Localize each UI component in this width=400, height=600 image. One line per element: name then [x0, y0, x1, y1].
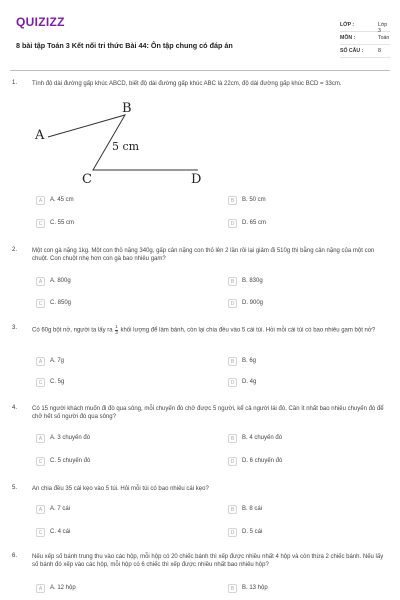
option-text: A. 7g	[50, 358, 65, 364]
option-text: D. 900g	[242, 300, 264, 306]
option-text: C. 5 chuyến đò	[50, 458, 91, 464]
question-text-after: khối lượng để làm bánh, còn lại chia đều vào 5 cái túi. Hỏi mỗi cái túi có bao nhiêu gam bột nở?	[120, 327, 376, 334]
option-d[interactable]	[228, 299, 388, 310]
option-b[interactable]	[228, 277, 388, 288]
question-text	[32, 325, 388, 335]
option-a[interactable]	[36, 357, 196, 368]
option-letter-box: D	[228, 219, 237, 228]
option-letter-box: B	[228, 584, 237, 593]
option-text: B. 8 cái	[242, 506, 263, 512]
option-c[interactable]	[36, 457, 196, 468]
option-text: A. 7 cái	[50, 506, 71, 512]
option-d[interactable]	[228, 219, 388, 230]
option-d[interactable]	[228, 378, 388, 389]
question-2	[10, 247, 390, 317]
question-text-before: Có 60g bột nở, người ta lấy ra	[32, 327, 113, 334]
option-text: A. 3 chuyến đò	[50, 435, 91, 441]
meta-key: MÔN :	[340, 35, 356, 41]
label-b: B	[122, 101, 132, 116]
option-letter-box: D	[228, 299, 237, 308]
question-number: 4.	[12, 405, 18, 411]
question-5	[10, 485, 390, 545]
option-letter-box: A	[36, 434, 45, 443]
option-text: B. 13 hộp	[242, 585, 268, 591]
label-a: A	[35, 128, 45, 143]
meta-table	[340, 19, 390, 58]
question-number: 6.	[12, 553, 18, 559]
meta-value: Lớp 3	[378, 22, 388, 34]
option-text: B. 50 cm	[242, 197, 266, 203]
page-title: 8 bài tập Toán 3 Kết nối tri thức Bài 44: Ôn tập chung có đáp án	[16, 41, 233, 50]
option-d[interactable]	[228, 528, 388, 539]
option-b[interactable]	[228, 196, 388, 207]
option-b[interactable]	[228, 584, 388, 595]
option-a[interactable]	[36, 505, 196, 516]
fraction-denominator: 3	[115, 329, 118, 335]
option-c[interactable]	[36, 378, 196, 389]
option-a[interactable]	[36, 434, 196, 445]
option-letter-box: C	[36, 219, 45, 228]
option-b[interactable]	[228, 357, 388, 368]
fraction-one-third	[115, 325, 118, 335]
option-letter-box: C	[36, 299, 45, 308]
option-text: D. 4g	[242, 379, 257, 385]
option-text: C. 4 cái	[50, 529, 71, 535]
question-number: 2.	[12, 247, 18, 253]
option-letter-box: A	[36, 277, 45, 286]
header-divider	[10, 70, 390, 71]
option-letter-box: B	[228, 505, 237, 514]
label-c: C	[82, 172, 92, 185]
option-text: D. 6 chuyến đò	[242, 458, 283, 464]
polyline-figure	[30, 95, 230, 185]
question-4	[10, 405, 390, 475]
option-letter-box: D	[228, 457, 237, 466]
option-a[interactable]	[36, 584, 196, 595]
question-text: Nếu xếp số bánh trung thu vào các hộp, mỗi hộp có 20 chiếc bánh thì xếp được nhiều nhất 4 hộp và còn thừa 2 chiếc bánh. Nếu lấy số bánh đó xếp vào các hộp, mỗi hộp có 6 chiếc thì xếp được nhiều nhất bao nhiêu hộp?	[32, 554, 384, 568]
option-c[interactable]	[36, 219, 196, 230]
quizizz-logo: QUIZIZZ	[16, 15, 65, 29]
meta-key: SỐ CÂU :	[340, 48, 364, 54]
option-a[interactable]	[36, 277, 196, 288]
option-text: A. 12 hộp	[50, 585, 76, 591]
question-text: An chia đều 35 cái kẹo vào 5 túi. Hỏi mỗi túi có bao nhiêu cái kẹo?	[32, 486, 209, 492]
option-letter-box: B	[228, 434, 237, 443]
question-text: Có 15 người khách muốn đi đò qua sông, mỗi chuyến đò chở được 5 người, kể cả người lái đò. Cần ít nhất bao nhiêu chuyến đò để chở hết số người đó qua sông?	[32, 406, 384, 420]
option-letter-box: A	[36, 196, 45, 205]
meta-row-grade	[340, 19, 390, 32]
meta-key: LỚP :	[340, 22, 355, 28]
option-text: C. 5g	[50, 379, 65, 385]
question-number: 5.	[12, 485, 18, 491]
meta-value: 8	[378, 48, 381, 54]
option-text: B. 4 chuyến đò	[242, 435, 283, 441]
option-letter-box: C	[36, 378, 45, 387]
option-a[interactable]	[36, 196, 196, 207]
meta-row-subject	[340, 32, 390, 45]
fraction-numerator: 1	[115, 324, 118, 329]
option-text: A. 800g	[50, 278, 71, 284]
option-text: C. 55 cm	[50, 220, 75, 226]
question-text: Tính độ dài đường gấp khúc ABCD, biết độ dài đường gấp khúc ABC là 22cm, độ dài đường gấp khúc BCD = 33cm.	[32, 81, 342, 87]
option-letter-box: B	[228, 357, 237, 366]
option-letter-box: B	[228, 196, 237, 205]
worksheet-header	[10, 8, 390, 64]
meta-row-count	[340, 45, 390, 58]
option-letter-box: C	[36, 528, 45, 537]
option-letter-box: A	[36, 357, 45, 366]
option-b[interactable]	[228, 505, 388, 516]
option-text: D. 5 cái	[242, 529, 263, 535]
question-6	[10, 553, 390, 599]
question-number: 1.	[12, 80, 18, 86]
segment-length-label: 5 cm	[112, 140, 140, 153]
option-c[interactable]	[36, 299, 196, 310]
label-d: D	[191, 172, 202, 185]
option-text: C. 850g	[50, 300, 72, 306]
meta-value: Toán	[378, 35, 390, 41]
question-text: Một con gà nặng 1kg. Một con thỏ nặng 340g, gấp cân nặng con thỏ lên 2 lần rồi lại giảm đi 510g thì bằng cân nặng của một con chuột. Con chuột nhẹ hơn con gà bao nhiêu gam?	[32, 248, 375, 262]
question-number: 3.	[12, 325, 18, 331]
option-text: B. 830g	[242, 278, 263, 284]
option-letter-box: B	[228, 277, 237, 286]
option-text: D. 65 cm	[242, 220, 267, 226]
option-text: A. 45 cm	[50, 197, 74, 203]
question-3	[10, 325, 390, 395]
option-c[interactable]	[36, 528, 196, 539]
option-text: B. 6g	[242, 358, 257, 364]
option-letter-box: C	[36, 457, 45, 466]
option-letter-box: D	[228, 378, 237, 387]
option-letter-box: D	[228, 528, 237, 537]
option-d[interactable]	[228, 457, 388, 468]
option-letter-box: A	[36, 505, 45, 514]
option-letter-box: A	[36, 584, 45, 593]
option-b[interactable]	[228, 434, 388, 445]
